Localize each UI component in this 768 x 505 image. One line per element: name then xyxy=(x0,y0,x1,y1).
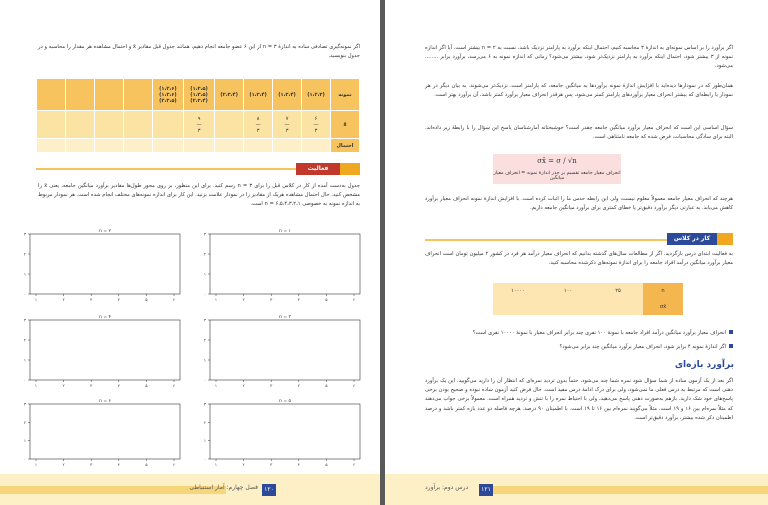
plot-n5 xyxy=(196,396,366,471)
y-tick-label: ۱ xyxy=(203,438,206,444)
intro-paragraph: اگر نمونه‌گیری تصادفی ساده به اندازهٔ ۳ = n از این ۶ عضو جامعه انجام دهیم، همانند جدول قبل مقادیر x̄ و احتمال مشاهده هر مقدار را محاسبه و در جدول بنویسید. xyxy=(38,44,360,60)
footer-lesson: درس دوم: برآورد xyxy=(425,484,469,491)
y-tick-label: ۰ xyxy=(203,291,206,297)
x-tick-label: ۳ xyxy=(90,297,93,302)
table-cell-empty xyxy=(94,79,123,111)
classwork-tag-accent xyxy=(717,233,733,245)
bullet-square-icon xyxy=(729,344,733,348)
y-tick-label: ۲ xyxy=(203,337,206,343)
plot-n1 xyxy=(196,226,366,306)
x-tick-label: ۲ xyxy=(242,297,245,302)
table-cell-empty xyxy=(152,111,183,139)
y-tick-label: ۳ xyxy=(203,401,206,407)
plot-n3 xyxy=(196,312,366,392)
plot-n6 xyxy=(16,396,186,471)
x-tick-label: ۱ xyxy=(34,383,38,388)
page-number: ۱۲۱ xyxy=(479,484,493,496)
x-tick-label: ۱ xyxy=(214,462,218,467)
plot-title: n = ۶ xyxy=(99,399,111,404)
x-tick-label: ۳ xyxy=(270,462,273,467)
y-tick-label: ۱ xyxy=(203,357,206,363)
probability-header: احتمال xyxy=(330,139,359,153)
footer-chapter: فصل چهارم: آمار استنباطی xyxy=(189,484,258,491)
table-cell-empty xyxy=(94,139,123,153)
x-tick-label: ۵ xyxy=(145,383,148,388)
x-tick-label: ۴ xyxy=(117,297,120,302)
sample-header: نمونه xyxy=(330,79,359,111)
x-tick-label: ۶ xyxy=(352,462,356,467)
n-value: ۲۵ xyxy=(593,283,643,299)
y-tick-label: ۰ xyxy=(23,291,26,297)
table-cell-empty xyxy=(65,111,94,139)
x-tick-label: ۳ xyxy=(270,383,273,388)
sigma-table xyxy=(493,283,683,315)
y-tick-label: ۳ xyxy=(203,317,206,323)
table-cell-empty xyxy=(94,111,123,139)
x-tick-label: ۲ xyxy=(242,462,245,467)
sigma-value xyxy=(543,299,593,315)
table-cell-empty xyxy=(37,111,66,139)
x-tick-label: ۲ xyxy=(62,297,65,302)
left-footer xyxy=(0,474,380,505)
sample-cell: (۱،۳،۴) xyxy=(244,79,273,111)
table-cell-empty xyxy=(37,139,66,153)
xbar-cell: ۹ — ۳ xyxy=(183,111,214,139)
plot-frame xyxy=(210,234,360,294)
plot-title: n = ۳ xyxy=(279,315,291,320)
x-tick-label: ۵ xyxy=(145,462,148,467)
x-tick-label: ۶ xyxy=(172,462,176,467)
plot-frame xyxy=(210,320,360,380)
y-tick-label: ۰ xyxy=(23,456,26,462)
x-tick-label: ۲ xyxy=(62,383,65,388)
y-tick-label: ۲ xyxy=(203,419,206,425)
plot-frame xyxy=(30,320,180,380)
sigma-value xyxy=(493,299,543,315)
x-tick-label: ۶ xyxy=(352,297,356,302)
plot-title: n = ۲ xyxy=(99,229,111,234)
activity-tag: فعالیت xyxy=(296,163,340,175)
x-tick-label: ۳ xyxy=(90,462,93,467)
page-number: ۱۲۰ xyxy=(262,484,276,496)
xbar-cell: ۸ — ۳ xyxy=(244,111,273,139)
y-tick-label: ۲ xyxy=(23,337,26,343)
y-tick-label: ۰ xyxy=(203,377,206,383)
plot-title: n = ۱ xyxy=(279,229,291,234)
right-page xyxy=(385,0,768,505)
y-tick-label: ۲ xyxy=(203,251,206,257)
x-tick-label: ۶ xyxy=(352,383,356,388)
y-tick-label: ۱ xyxy=(23,438,26,444)
y-tick-label: ۱ xyxy=(23,271,26,277)
y-tick-label: ۳ xyxy=(203,231,206,237)
plot-frame xyxy=(30,234,180,294)
x-tick-label: ۲ xyxy=(62,462,65,467)
classwork-tag: کار در کلاس xyxy=(667,233,717,245)
table-cell-empty xyxy=(302,139,331,153)
y-tick-label: ۰ xyxy=(203,456,206,462)
plot-n4 xyxy=(16,312,186,392)
xbar-cell: ۶ — ۳ xyxy=(302,111,331,139)
table-cell-empty xyxy=(152,139,183,153)
activity-tag-accent xyxy=(340,163,360,175)
n-value: ۱۰۰۰۰ xyxy=(493,283,543,299)
plot-title: n = ۵ xyxy=(279,399,291,404)
sample-cell: (۱،۲،۶) (۱،۳،۶) (۲،۳،۵) xyxy=(152,79,183,111)
formula-box xyxy=(493,154,621,184)
table-cell-empty xyxy=(123,79,152,111)
table-cell-empty xyxy=(37,79,66,111)
right-footer xyxy=(385,474,768,505)
y-tick-label: ۲ xyxy=(23,419,26,425)
plot-frame xyxy=(210,404,360,459)
sample-cell: (۱،۲،۵) (۱،۳،۵) (۲،۳،۴) xyxy=(183,79,214,111)
x-tick-label: ۴ xyxy=(117,383,120,388)
x-tick-label: ۱ xyxy=(34,297,38,302)
y-tick-label: ۳ xyxy=(23,317,26,323)
plot-frame xyxy=(30,404,180,459)
xbar-header: x̄ xyxy=(330,111,359,139)
y-tick-label: ۳ xyxy=(23,401,26,407)
x-tick-label: ۶ xyxy=(172,383,176,388)
footer-bar xyxy=(481,486,768,494)
activity-paragraph: جدول به‌دست آمده از کار در کلاس قبل را برای ۳ = n رسم کنید. برای این منظور، بر روی محور طول‌ها مقادیر برآورد میانگین جامعه، یعنی x̄ را مشخص کنید. حال احتمال مشاهده هریک از مقادیر را در نمودار علامت بزنید. این کار برای اندازه نمونه‌های مختلف انجام شده است. هر نمودار مربوط به اندازه نمونه به خصوصی ۶،۵،۴،۳،۲،۱ = n است. xyxy=(38,183,360,208)
table-cell-empty xyxy=(273,139,302,153)
y-tick-label: ۰ xyxy=(23,377,26,383)
x-tick-label: ۴ xyxy=(297,462,300,467)
y-tick-label: ۳ xyxy=(23,231,26,237)
y-tick-label: ۱ xyxy=(23,357,26,363)
paragraph-1: اگر برآورد را بر اساس نمونه‌ای به اندازهٔ ۳ محاسبه کنیم، احتمال اینکه برآورد به پارامتر نزدیک باشد، نسبت به ۲ = n بیشتر است. آیا اگر اندازه نمونه از ۳ بیشتر شود، احتمال اینکه برآورد به پارامتر نزدیک‌تر شود، بیشتر می‌شود؟ زمانی که اندازه نمونه به ۶ می‌رسد، برآورد برابر ........ می‌شود. xyxy=(425,45,734,70)
n-label: n xyxy=(643,283,683,299)
y-tick-label: ۱ xyxy=(203,271,206,277)
sample-cell: (۱،۲،۴) xyxy=(273,79,302,111)
section-heading: برآورد بازه‌ای xyxy=(674,360,734,370)
x-tick-label: ۴ xyxy=(297,297,300,302)
table-cell-empty xyxy=(183,139,214,153)
sigma-value xyxy=(593,299,643,315)
y-tick-label: ۲ xyxy=(23,251,26,257)
x-tick-label: ۱ xyxy=(34,462,38,467)
x-tick-label: ۲ xyxy=(242,383,245,388)
table-cell-empty xyxy=(215,139,244,153)
plot-n2 xyxy=(16,226,186,306)
xbar-cell: ۷ — ۳ xyxy=(273,111,302,139)
bullet-square-icon xyxy=(729,330,733,334)
bullet-question-1: انحراف معیار برآورد میانگین درآمد افراد جامعه با نمونهٔ ۱۰۰ نفری چند برابر انحراف معیار با نمونهٔ ۱۰۰۰۰ نفری است؟ xyxy=(425,329,733,338)
table-cell-empty xyxy=(123,111,152,139)
x-tick-label: ۵ xyxy=(145,297,148,302)
left-page xyxy=(0,0,380,505)
paragraph-2: همان‌طور که در نمودارها دیده‌اید با افزایش اندازهٔ نمونه برآوردها به میانگین جامعه، که پارامتر است، نزدیک‌تر می‌شوند. به بیان دیگر در هر نمودار یا رابطه‌ای که بیشتر انحراف معیار برآوردهای پارامتر کمتر می‌شود، پس هرقدر انحراف معیار برآورد کمتر باشد، آن برآورد بهتر است. xyxy=(425,83,733,99)
x-tick-label: ۳ xyxy=(270,297,273,302)
x-tick-label: ۵ xyxy=(325,297,328,302)
x-tick-label: ۵ xyxy=(325,383,328,388)
sample-cell: (۱،۲،۳) xyxy=(302,79,331,111)
sigma-label: σx̄ xyxy=(643,299,683,315)
formula-caption: انحراف معیار جامعه تقسیم بر جذر اندازهٔ نمونه = انحراف معیار میانگین xyxy=(493,171,621,181)
paragraph-5: به فعالیت ابتدای درس بازگردید. اگر از مطالعات سال‌های گذشته بدانیم که انحراف معیار درآمد هر فرد در کشور ۲ میلیون تومان است انحراف معیار برآورد میانگین درآمد افراد جامعه را برای اندازهٔ نمونه‌های ذکرشده محاسبه کنید. xyxy=(425,251,733,267)
table-cell-empty xyxy=(65,79,94,111)
x-tick-label: ۴ xyxy=(297,383,300,388)
formula: σx̄ = σ / √n xyxy=(537,157,577,165)
plot-title: n = ۴ xyxy=(99,315,111,320)
x-tick-label: ۶ xyxy=(172,297,176,302)
x-tick-label: ۴ xyxy=(117,462,120,467)
table-cell-empty xyxy=(65,139,94,153)
bullet-question-2: اگر اندازهٔ نمونه ۴ برابر شود، انحراف معیار برآورد میانگین چند برابر می‌شود؟ xyxy=(425,343,733,352)
x-tick-label: ۳ xyxy=(90,383,93,388)
table-cell-empty xyxy=(244,139,273,153)
table-cell-empty xyxy=(123,139,152,153)
x-tick-label: ۱ xyxy=(214,297,218,302)
n-value: ۱۰۰ xyxy=(543,283,593,299)
paragraph-3: سؤال اساسی این است که انحراف معیار برآورد میانگین جامعه چقدر است؟ خوشبختانه آمارشناسان پاسخ این سؤال را با رابطهٔ زیر داده‌اند. البته برای سادگی محاسبات، فرض شده که جامعه نامتناهی است. xyxy=(425,125,733,141)
sample-cell: (۲،۳،۴) xyxy=(215,79,244,111)
samples-table xyxy=(36,78,360,153)
x-tick-label: ۱ xyxy=(214,383,218,388)
paragraph-6: اگر بعد از یک آزمون ساده از شما سؤال شود نمره شما چند می‌شود، حتماً بدون تردید نمره‌ای که انتظار آن را دارید می‌گویید. این یک برآورد ذهنی است که مرتبط به درس فعلی ما نمی‌شود، ولی برای درک ادامهٔ درس مفید است. حال فرض کنید آزمون ساده نبوده و صحیح بودن برخی پاسخ‌های خود شک دارید. بازهم به‌صورت ذهنی پاسخ می‌دهید، ولی با احتیاط نمره را با تنش و تردید همراه است. معمولاً برخی جواب می‌دهند که مثلاً نمره‌ام بین ۱۶ و ۱۹ است. مثلاً می‌گویند نمره‌ام بین ۱۶ تا ۱۹ است. با اطمینان ۹۰ درصد. هرچه فاصله دو عدد بازه کمتر باشد و درصد اطمینان ذکر شده بیشتر، برآورد دقیق‌تر است. xyxy=(425,378,734,421)
x-tick-label: ۵ xyxy=(325,462,328,467)
paragraph-4: هرچند که انحراف معیار جامعه معمولاً معلوم نیست، ولی این رابطه حدس ما را اثبات کرده است. با افزایش اندازهٔ نمونه انحراف معیار برآورد کاهش می‌یابد. به عبارتی دیگر برآورد دقیق‌تر یا خطای کمتری برای برآورد میانگین جامعه داریم. xyxy=(425,196,733,212)
table-cell-empty xyxy=(215,111,244,139)
